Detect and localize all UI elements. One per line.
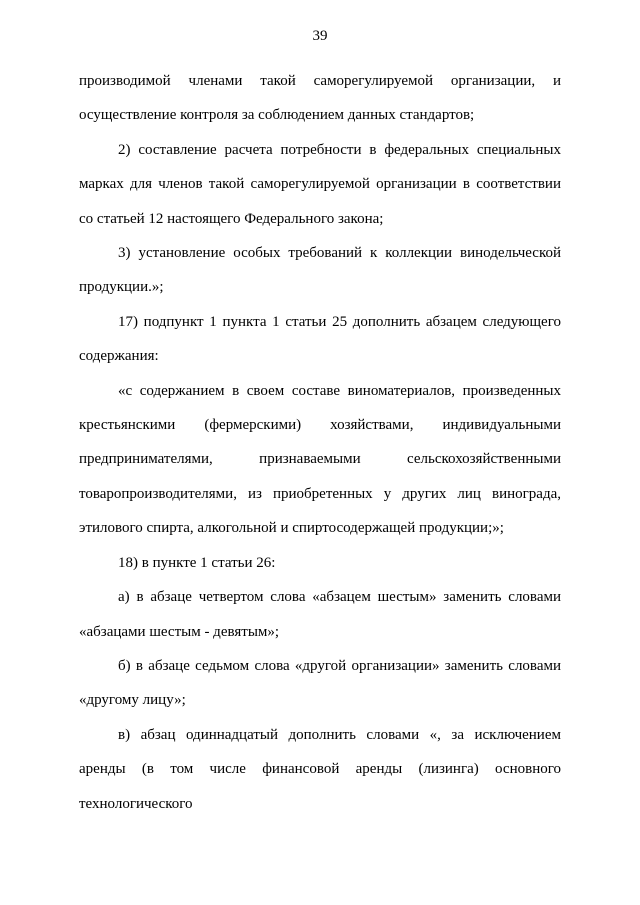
paragraph-subitem-v: в) абзац одиннадцатый дополнить словами «, за исключением аренды (в том числе финансовой аренды (лизинга) основного технологического (79, 726, 561, 812)
paragraph-item-17: 17) подпункт 1 пункта 1 статьи 25 дополнить абзацем следующего содержания: (79, 313, 561, 365)
paragraph-item-18: 18) в пункте 1 статьи 26: (118, 554, 276, 571)
paragraph-subitem-b: б) в абзаце седьмом слова «другой организации» заменить словами «другому лицу»; (79, 657, 561, 709)
page-number: 39 (312, 28, 328, 44)
paragraph-quoted-amendment: «с содержанием в своем составе виноматериалов, произведенных крестьянскими (фермерскими) хозяйствами, индивидуальными предпринимателями, признаваемыми сельскохозяйственными товаропроизводителями, из приобретенных у других лиц винограда, этилового спирта, алкогольной и спиртосодержащей продукции;»; (79, 382, 561, 537)
paragraph-item-3: 3) установление особых требований к коллекции винодельческой продукции.»; (79, 245, 561, 296)
paragraph-subitem-a: а) в абзаце четвертом слова «абзацем шестым» заменить словами «абзацами шестым - девятым»; (79, 589, 561, 640)
paragraph-standards-control: производимой членами такой саморегулируемой организации, и осуществление контроля за соблюдением данных стандартов; (79, 73, 561, 124)
document-body (79, 64, 561, 821)
paragraph-item-2: 2) составление расчета потребности в федеральных специальных марках для членов такой саморегулируемой организации в соответствии со статьей 12 настоящего Федерального закона; (79, 141, 561, 227)
